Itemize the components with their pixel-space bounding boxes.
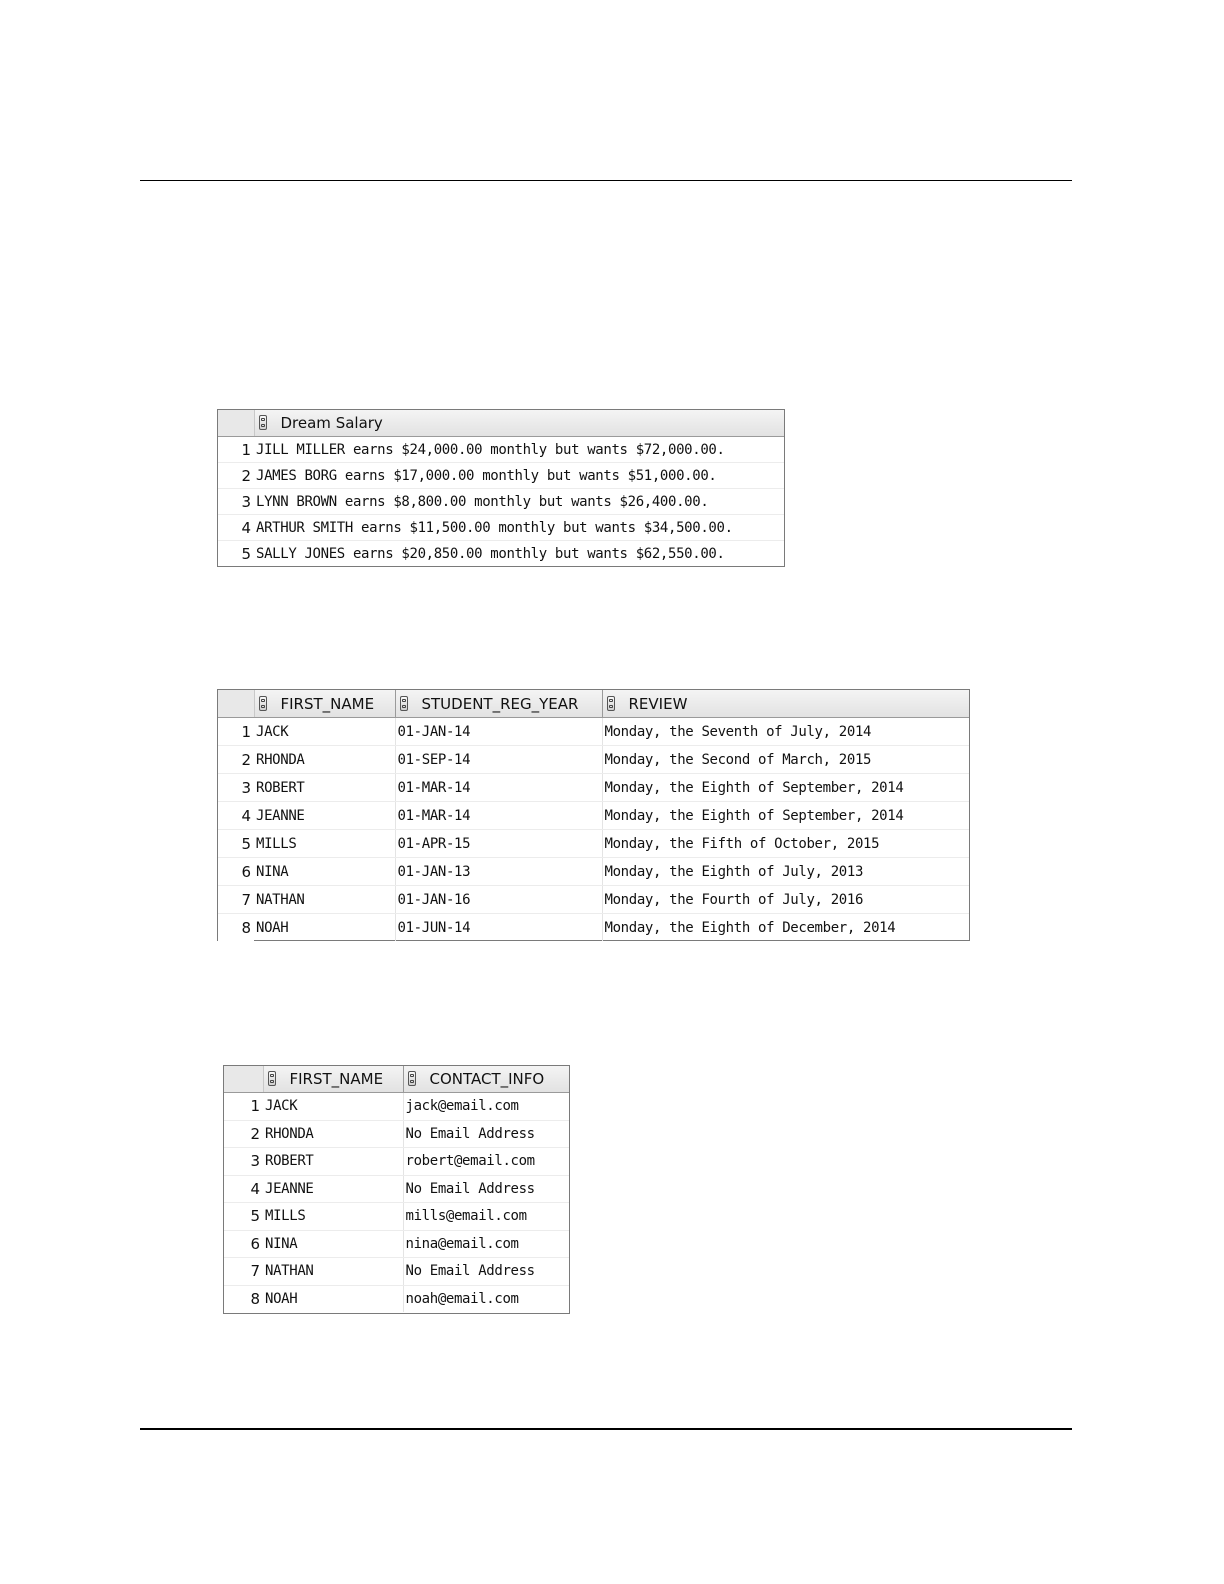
cell-dream-salary[interactable]: JAMES BORG earns $17,000.00 monthly but wants $51,000.00. [254, 463, 784, 489]
row-number: 7 [218, 886, 254, 914]
sort-icon[interactable] [259, 696, 267, 711]
cell-review[interactable]: Monday, the Eighth of September, 2014 [602, 774, 969, 802]
cell-dream-salary[interactable]: JILL MILLER earns $24,000.00 monthly but wants $72,000.00. [254, 437, 784, 463]
row-number: 3 [224, 1148, 263, 1176]
row-number: 7 [224, 1258, 263, 1286]
table-row[interactable] [218, 802, 969, 830]
table-row[interactable] [224, 1175, 569, 1203]
cell-contact-info[interactable]: mills@email.com [403, 1203, 569, 1231]
table-row[interactable] [218, 437, 784, 463]
column-header-student-reg-year[interactable] [395, 690, 602, 718]
cell-student-reg-year[interactable]: 01-SEP-14 [395, 746, 602, 774]
table-row[interactable] [218, 774, 969, 802]
sort-icon[interactable] [400, 696, 408, 711]
column-header-label: Dream Salary [280, 414, 383, 432]
cell-first-name[interactable]: NOAH [254, 914, 395, 942]
table-row[interactable] [218, 858, 969, 886]
row-number: 8 [224, 1285, 263, 1312]
review-grid [217, 689, 970, 941]
contact-table [224, 1066, 569, 1312]
row-number-header [218, 410, 254, 437]
row-number: 3 [218, 774, 254, 802]
cell-dream-salary[interactable]: SALLY JONES earns $20,850.00 monthly but wants $62,550.00. [256, 545, 725, 562]
cell-first-name[interactable]: NINA [263, 1230, 403, 1258]
row-number: 5 [218, 541, 254, 567]
cell-review[interactable]: Monday, the Eighth of December, 2014 [604, 919, 896, 936]
cell-student-reg-year[interactable]: 01-JAN-13 [395, 858, 602, 886]
column-header-label: REVIEW [628, 694, 688, 713]
column-header-label: CONTACT_INFO [429, 1070, 545, 1088]
contact-grid [223, 1065, 570, 1314]
page-footer-rule [140, 1428, 1072, 1430]
cell-student-reg-year[interactable]: 01-MAR-14 [395, 802, 602, 830]
cell-first-name[interactable]: MILLS [263, 1203, 403, 1231]
cell-first-name[interactable]: ROBERT [263, 1148, 403, 1176]
column-header-dream-salary[interactable] [254, 410, 784, 437]
sort-icon[interactable] [268, 1071, 276, 1086]
dream-salary-grid [217, 409, 785, 567]
cell-contact-info[interactable]: jack@email.com [403, 1093, 569, 1121]
cell-first-name[interactable]: NATHAN [263, 1258, 403, 1286]
cell-first-name[interactable]: JEANNE [263, 1175, 403, 1203]
cell-first-name[interactable]: NATHAN [254, 886, 395, 914]
table-row[interactable] [218, 886, 969, 914]
cell-first-name[interactable]: JACK [263, 1093, 403, 1121]
row-number: 3 [218, 489, 254, 515]
cell-student-reg-year[interactable]: 01-JAN-14 [395, 718, 602, 746]
table-row[interactable] [224, 1148, 569, 1176]
table-row[interactable] [224, 1120, 569, 1148]
cell-student-reg-year[interactable]: 01-APR-15 [395, 830, 602, 858]
header-row [218, 690, 969, 718]
cell-review[interactable]: Monday, the Seventh of July, 2014 [602, 718, 969, 746]
row-number: 6 [218, 858, 254, 886]
row-number: 2 [218, 463, 254, 489]
cell-contact-info[interactable]: noah@email.com [405, 1290, 519, 1307]
row-number: 5 [224, 1203, 263, 1231]
table-row[interactable] [218, 746, 969, 774]
cell-contact-info[interactable]: robert@email.com [403, 1148, 569, 1176]
cell-review[interactable]: Monday, the Fourth of July, 2016 [602, 886, 969, 914]
cell-student-reg-year[interactable]: 01-MAR-14 [395, 774, 602, 802]
row-number: 1 [224, 1093, 263, 1121]
table-row[interactable] [218, 489, 784, 515]
dream-salary-table [218, 410, 784, 566]
column-header-contact-info[interactable] [403, 1066, 569, 1093]
row-number: 8 [218, 914, 254, 942]
sort-icon[interactable] [259, 415, 267, 430]
row-number: 2 [218, 746, 254, 774]
row-number: 1 [218, 718, 254, 746]
header-row [224, 1066, 569, 1093]
column-header-review[interactable] [602, 690, 969, 718]
table-row[interactable] [218, 718, 969, 746]
row-number: 6 [224, 1230, 263, 1258]
cell-dream-salary[interactable]: ARTHUR SMITH earns $11,500.00 monthly but wants $34,500.00. [254, 515, 784, 541]
cell-first-name[interactable]: RHONDA [254, 746, 395, 774]
row-number: 1 [218, 437, 254, 463]
page-header-rule [140, 180, 1072, 181]
cell-review[interactable]: Monday, the Eighth of July, 2013 [602, 858, 969, 886]
table-row[interactable] [218, 515, 784, 541]
row-number: 4 [224, 1175, 263, 1203]
table-row[interactable] [224, 1093, 569, 1121]
column-header-label: FIRST_NAME [289, 1070, 384, 1088]
row-number-header [218, 690, 254, 718]
table-row[interactable] [218, 463, 784, 489]
cell-review[interactable]: Monday, the Second of March, 2015 [602, 746, 969, 774]
column-header-first-name[interactable] [254, 690, 395, 718]
cell-first-name[interactable]: NOAH [263, 1285, 403, 1312]
row-number: 4 [218, 515, 254, 541]
cell-student-reg-year[interactable]: 01-JAN-16 [395, 886, 602, 914]
cell-first-name[interactable]: MILLS [254, 830, 395, 858]
table-row[interactable] [224, 1203, 569, 1231]
cell-contact-info[interactable]: No Email Address [403, 1258, 569, 1286]
row-number: 2 [224, 1120, 263, 1148]
cell-review[interactable]: Monday, the Fifth of October, 2015 [602, 830, 969, 858]
cell-dream-salary[interactable]: LYNN BROWN earns $8,800.00 monthly but wants $26,400.00. [254, 489, 784, 515]
sort-icon[interactable] [408, 1071, 416, 1086]
cell-first-name[interactable]: JEANNE [254, 802, 395, 830]
cell-first-name[interactable]: JACK [254, 718, 395, 746]
cell-first-name[interactable]: ROBERT [254, 774, 395, 802]
column-header-label: STUDENT_REG_YEAR [421, 694, 579, 713]
cell-first-name[interactable]: NINA [254, 858, 395, 886]
cell-contact-info[interactable]: No Email Address [403, 1120, 569, 1148]
table-row[interactable] [218, 541, 784, 567]
column-header-label: FIRST_NAME [280, 694, 375, 713]
row-number-header [224, 1066, 263, 1093]
table-row[interactable] [224, 1230, 569, 1258]
table-row[interactable] [218, 830, 969, 858]
cell-review[interactable]: Monday, the Eighth of September, 2014 [602, 802, 969, 830]
table-row[interactable] [224, 1258, 569, 1286]
column-header-first-name[interactable] [263, 1066, 403, 1093]
header-row [218, 410, 784, 437]
sort-icon[interactable] [607, 696, 615, 711]
table-row[interactable] [224, 1285, 569, 1312]
cell-student-reg-year[interactable]: 01-JUN-14 [395, 914, 602, 942]
table-row[interactable] [218, 914, 969, 942]
cell-contact-info[interactable]: nina@email.com [403, 1230, 569, 1258]
cell-first-name[interactable]: RHONDA [263, 1120, 403, 1148]
row-number: 5 [218, 830, 254, 858]
review-table [218, 690, 969, 941]
row-number: 4 [218, 802, 254, 830]
cell-contact-info[interactable]: No Email Address [403, 1175, 569, 1203]
